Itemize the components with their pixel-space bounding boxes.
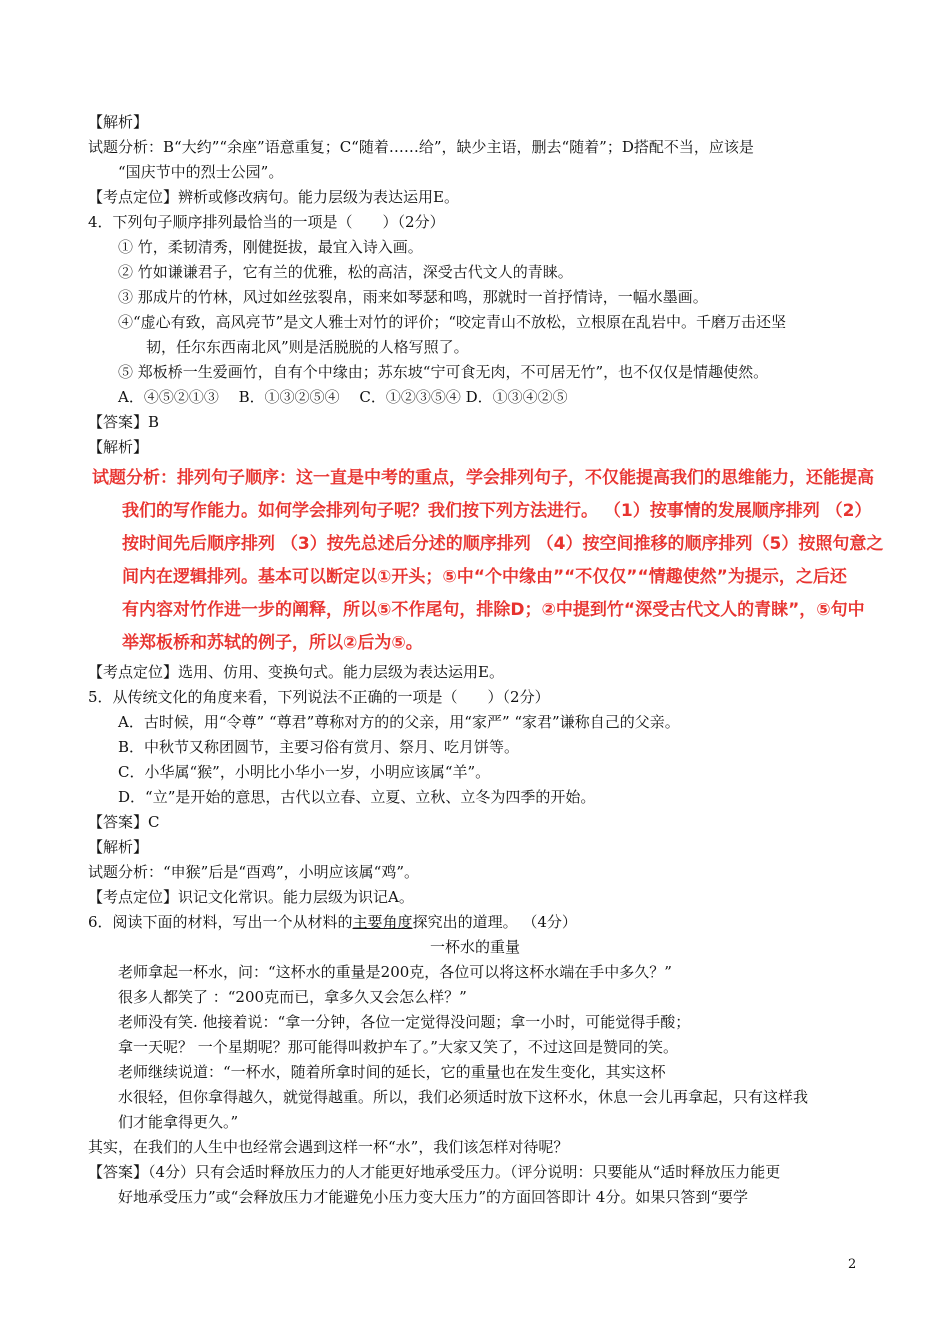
answer-q6: 【答案】（4分）只有会适时释放压力的人才能更好地承受压力。（评分说明：只要能从“适时释放压力能更 (88, 1163, 781, 1181)
topic-location-q3: 【考点定位】辨析或修改病句。能力层级为表达运用E。 (88, 188, 459, 206)
question-6-underlined: 主要角度 (352, 913, 413, 931)
q4-sentence-4-cont: 韧，任尔东西南北风”则是活脱脱的人格写照了。 (146, 338, 469, 356)
passage-question: 其实，在我们的人生中也经常会遇到这样一杯“水”，我们该怎样对待呢？ (88, 1138, 569, 1156)
answer-q4: 【答案】B (88, 413, 160, 431)
q5-option-c: C．小华属“猴”，小明比小华小一岁，小明应该属“羊”。 (118, 763, 491, 781)
passage-title: 一杯水的重量 (429, 938, 520, 956)
q4-sentence-4: ④“虚心有致，高风亮节”是文人雅士对竹的评价；“咬定青山不放松，立根原在乱岩中。千磨万击还坚 (118, 313, 787, 331)
q4-sentence-3: ③ 那成片的竹林，风过如丝弦裂帛，雨来如琴瑟和鸣，那就时一首抒情诗，一幅水墨画。 (118, 288, 708, 306)
analysis-heading-q5: 【解析】 (88, 838, 149, 856)
q4-analysis-red-3: 按时间先后顺序排列 （3）按先总述后分述的顺序排列 （4）按空间推移的顺序排列（5）按照句意之 (122, 534, 884, 554)
q5-option-d: D．“立”是开始的意思，古代以立春、立夏、立秋、立冬为四季的开始。 (118, 788, 596, 806)
passage-line-2: 很多人都笑了 ：“200克而已，拿多久又会怎么样？” (118, 988, 467, 1006)
q4-analysis-red-4: 间内在逻辑排列。基本可以断定以①开头；⑤中“个中缘由”“不仅仅”“情趣使然”为提示，之后还 (122, 567, 847, 587)
q4-analysis-red-6: 举郑板桥和苏轼的例子，所以②后为⑤。 (122, 633, 423, 653)
q5-option-b: B．中秋节又称团圆节，主要习俗有赏月、祭月、吃月饼等。 (118, 738, 520, 756)
passage-line-5: 老师继续说道：“一杯水，随着所拿时间的延长，它的重量也在发生变化，其实这杯 (118, 1063, 666, 1081)
passage-line-7: 们才能拿得更久。” (118, 1113, 239, 1131)
q4-sentence-2: ② 竹如谦谦君子，它有兰的优雅，松的高洁，深受古代文人的青睐。 (118, 263, 573, 281)
q4-options: A．④⑤②①③ B．①③②⑤④ C．①②③⑤④ D．①③④②⑤ (118, 388, 568, 406)
analysis-text-q3: 试题分析：B“大约”“余座”语意重复；C“随着……给”，缺少主语，删去“随着”；D搭配不当，应该是 (88, 138, 754, 156)
q4-analysis-red-5: 有内容对竹作进一步的阐释，所以⑤不作尾句，排除D；②中提到竹“深受古代文人的青睐”，⑤句中 (122, 600, 865, 620)
q4-analysis-red-1: 试题分析：排列句子顺序：这一直是中考的重点，学会排列句子，不仅能提高我们的思维能力，还能提高 (92, 468, 874, 488)
question-4: 4．下列句子顺序排列最恰当的一项是（ ）（2分） (88, 213, 445, 231)
passage-line-3: 老师没有笑. 他接着说：“拿一分钟，各位一定觉得没问题；拿一小时，可能觉得手酸； (118, 1013, 691, 1031)
answer-q6-cont: 好地承受压力”或“会释放压力才能避免小压力变大压力”的方面回答即计 4分。如果只答到“要学 (118, 1188, 748, 1206)
q4-sentence-1: ① 竹，柔韧清秀，刚健挺拔，最宜入诗入画。 (118, 238, 423, 256)
question-5: 5．从传统文化的角度来看，下列说法不正确的一项是（ ）（2分） (88, 688, 550, 706)
answer-q5: 【答案】C (88, 813, 160, 831)
analysis-text-q3-cont: “国庆节中的烈士公园”。 (118, 163, 284, 181)
q4-analysis-red-2: 我们的写作能力。如何学会排列句子呢？我们按下列方法进行。 （1）按事情的发展顺序排列 （2） (122, 501, 872, 521)
q4-sentence-5: ⑤ 郑板桥一生爱画竹，自有个中缘由；苏东坡“宁可食无肉，不可居无竹”，也不仅仅是情趣使然。 (118, 363, 769, 381)
topic-location-q4: 【考点定位】选用、仿用、变换句式。能力层级为表达运用E。 (88, 663, 504, 681)
q5-option-a: A．古时候，用“令尊” “尊君”尊称对方的的父亲，用“家严” “家君”谦称自己的父亲。 (118, 713, 680, 731)
question-6 (88, 912, 577, 932)
analysis-heading-q4: 【解析】 (88, 438, 149, 456)
passage-line-6: 水很轻，但你拿得越久，就觉得越重。所以，我们必须适时放下这杯水，休息一会儿再拿起，只有这样我 (118, 1088, 809, 1106)
analysis-text-q5: 试题分析：“申猴”后是“酉鸡”，小明应该属“鸡”。 (88, 863, 420, 881)
question-6-prefix: 6．阅读下面的材料，写出一个从材料的 (88, 913, 353, 931)
page-number: 2 (848, 1257, 857, 1272)
topic-location-q5: 【考点定位】识记文化常识。能力层级为识记A。 (88, 888, 414, 906)
question-6-suffix: 探究出的道理。 （4分） (412, 913, 577, 931)
passage-line-4: 拿一天呢？ 一个星期呢？那可能得叫救护车了。”大家又笑了，不过这回是赞同的笑。 (118, 1038, 678, 1056)
passage-line-1: 老师拿起一杯水，问：“这杯水的重量是200克，各位可以将这杯水端在手中多久？” (118, 963, 672, 981)
analysis-heading-q3: 【解析】 (88, 113, 149, 131)
